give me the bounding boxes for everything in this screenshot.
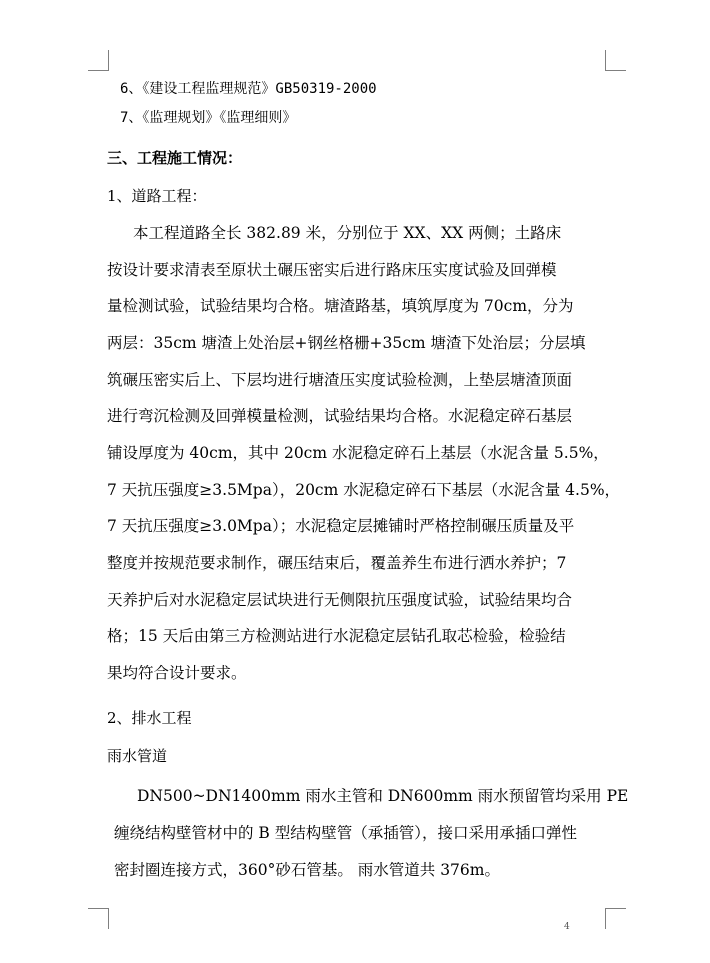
drainage-subheading: 雨水管道 xyxy=(107,747,168,765)
paragraph-line: 本工程道路全长 382.89 米，分别位于 XX、XX 两侧；土路床 xyxy=(133,224,562,242)
drainage-heading: 2、排水工程 xyxy=(107,709,192,727)
paragraph-line: 整度并按规范要求制作，碾压结束后，覆盖养生布进行洒水养护；7 xyxy=(107,554,567,572)
paragraph-line: 7 天抗压强度≥3.0Mpa）；水泥稳定层摊铺时严格控制碾压质量及平 xyxy=(107,517,575,535)
road-heading: 1、道路工程： xyxy=(107,187,207,205)
crop-mark-bottom-left xyxy=(88,908,109,929)
paragraph-line: DN500~DN1400mm 雨水主管和 DN600mm 雨水预留管均采用 PE xyxy=(137,787,629,805)
page-number: 4 xyxy=(564,922,570,932)
crop-mark-bottom-right xyxy=(605,908,626,929)
paragraph-line: 格；15 天后由第三方检测站进行水泥稳定层钻孔取芯检验，检验结 xyxy=(107,627,566,645)
paragraph-line: 按设计要求清表至原状土碾压密实后进行路床压实度试验及回弹模 xyxy=(107,261,557,279)
paragraph-line: 7 天抗压强度≥3.5Mpa），20cm 水泥稳定碎石下基层（水泥含量 4.5%， xyxy=(107,481,621,499)
reference-item-6: 6、《建设工程监理规范》GB50319-2000 xyxy=(120,81,377,97)
paragraph-line: 量检测试验，试验结果均合格。塘渣路基，填筑厚度为 70cm，分为 xyxy=(107,297,574,315)
paragraph-line: 进行弯沉检测及回弹模量检测，试验结果均合格。水泥稳定碎石基层 xyxy=(107,407,573,425)
crop-mark-top-left xyxy=(88,50,109,71)
section-heading: 三、工程施工情况： xyxy=(107,149,243,167)
paragraph-line: 缠绕结构壁管材中的 B 型结构壁管（承插管），接口采用承插口弹性 xyxy=(114,824,577,842)
paragraph-line: 筑碾压密实后上、下层均进行塘渣压实度试验检测，上垫层塘渣顶面 xyxy=(107,371,573,389)
paragraph-line: 铺设厚度为 40cm，其中 20cm 水泥稳定碎石上基层（水泥含量 5.5%， xyxy=(107,444,609,462)
paragraph-line: 果均符合设计要求。 xyxy=(107,664,247,682)
paragraph-line: 两层：35cm 塘渣上处治层+钢丝格栅+35cm 塘渣下处治层；分层填 xyxy=(107,334,586,352)
paragraph-line: 天养护后对水泥稳定层试块进行无侧限抗压强度试验，试验结果均合 xyxy=(107,591,573,609)
reference-item-7: 7、《监理规划》《监理细则》 xyxy=(120,110,297,126)
crop-mark-top-right xyxy=(605,50,626,71)
paragraph-line: 密封圈连接方式，360°砂石管基。 雨水管道共 376m。 xyxy=(114,861,500,879)
